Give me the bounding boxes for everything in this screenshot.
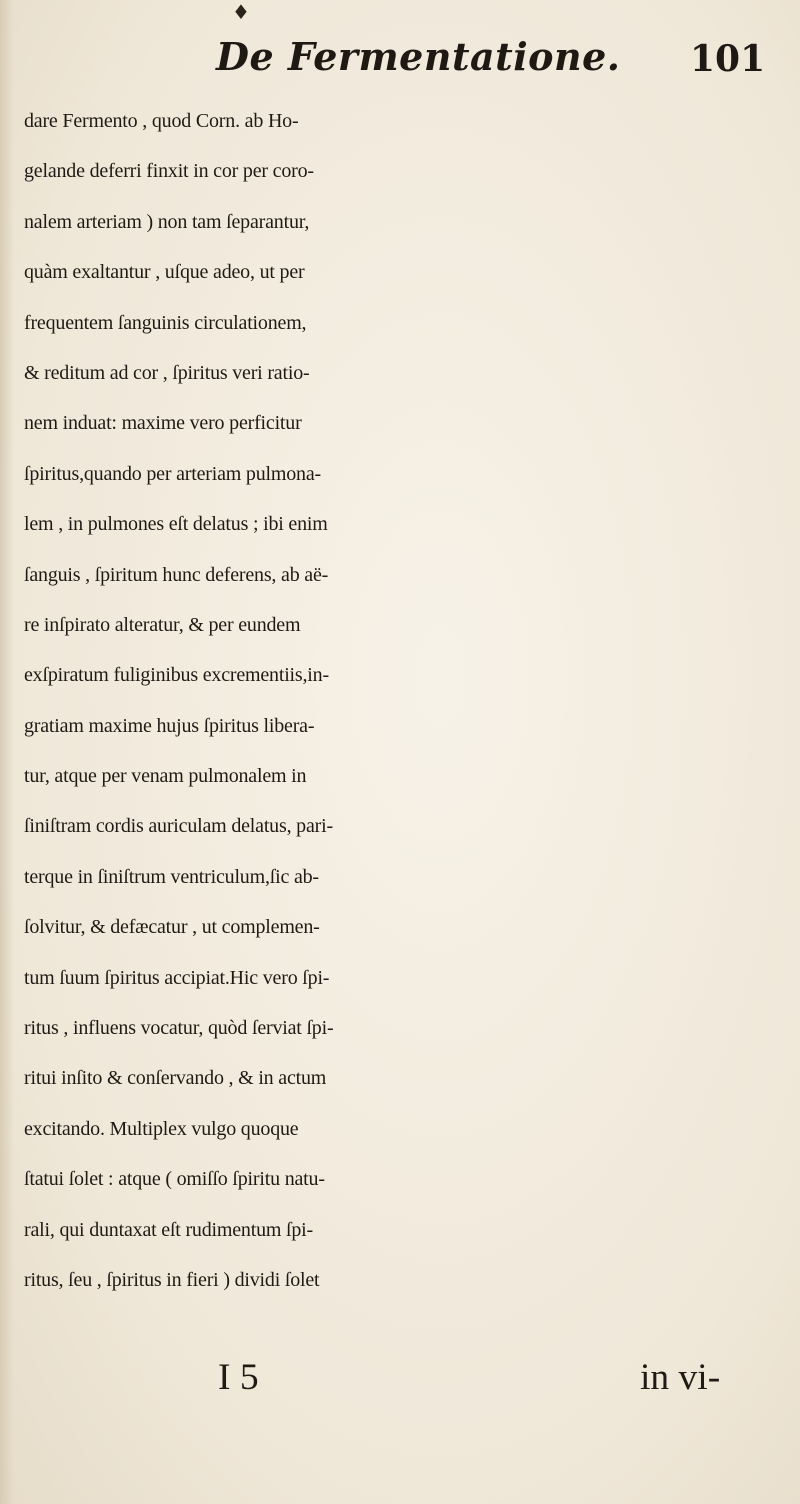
text-line: terque in ſiniſtrum ventriculum,ſic ab- xyxy=(24,865,319,888)
text-line: gratiam maxime hujus ſpiritus libera- xyxy=(24,714,315,737)
text-line: lem , in pulmones eſt delatus ; ibi enim xyxy=(24,513,328,536)
footer-catchline xyxy=(0,1356,800,1406)
text-line: & reditum ad cor , ſpiritus veri ratio- xyxy=(24,361,310,384)
text-line: ſpiritus,quando per arteriam pulmona- xyxy=(24,462,321,485)
text-line: ſanguis , ſpiritum hunc deferens, ab aë- xyxy=(24,563,329,586)
text-line: ritui inſito & conſervando , & in actum xyxy=(24,1067,327,1090)
text-line: exſpiratum fuliginibus excrementiis,in- xyxy=(24,664,329,687)
page-number: 101 xyxy=(690,38,766,80)
text-line: ſolvitur, & defæcatur , ut complemen- xyxy=(24,916,320,939)
text-line: gelande deferri finxit in cor per coro- xyxy=(24,160,314,183)
text-line: quàm exaltantur , uſque adeo, ut per xyxy=(24,261,305,284)
text-line: ſtatui ſolet : atque ( omiſſo ſpiritu natu- xyxy=(24,1168,325,1191)
text-line: ſiniſtram cordis auriculam delatus, pari- xyxy=(24,815,333,838)
page-gutter-shadow xyxy=(0,0,14,1504)
text-line: tur, atque per venam pulmonalem in xyxy=(24,765,307,788)
text-line: re inſpirato alteratur, & per eundem xyxy=(24,613,301,636)
catchword: in vi- xyxy=(640,1357,721,1398)
text-line: ritus, ſeu , ſpiritus in fieri ) dividi ſolet xyxy=(24,1268,320,1291)
text-line: tum ſuum ſpiritus accipiat.Hic vero ſpi- xyxy=(24,966,330,989)
text-line: excitando. Multiplex vulgo quoque xyxy=(24,1117,299,1140)
signature-mark: I 5 xyxy=(218,1357,259,1398)
text-line: frequentem ſanguinis circulationem, xyxy=(24,311,307,334)
text-line: nem induat: maxime vero perficitur xyxy=(24,412,302,435)
text-line: dare Fermento , quod Corn. ab Ho- xyxy=(24,110,299,132)
running-title: De Fermentatione. xyxy=(216,34,621,79)
text-line: nalem arteriam ) non tam ſeparantur, xyxy=(24,210,310,233)
printer-ornament: ♦ xyxy=(232,0,250,24)
text-line: rali, qui duntaxat eſt rudimentum ſpi- xyxy=(24,1218,314,1241)
text-line: ritus , influens vocatur, quòd ſerviat ſpi- xyxy=(24,1017,334,1040)
body-text xyxy=(24,96,800,1305)
